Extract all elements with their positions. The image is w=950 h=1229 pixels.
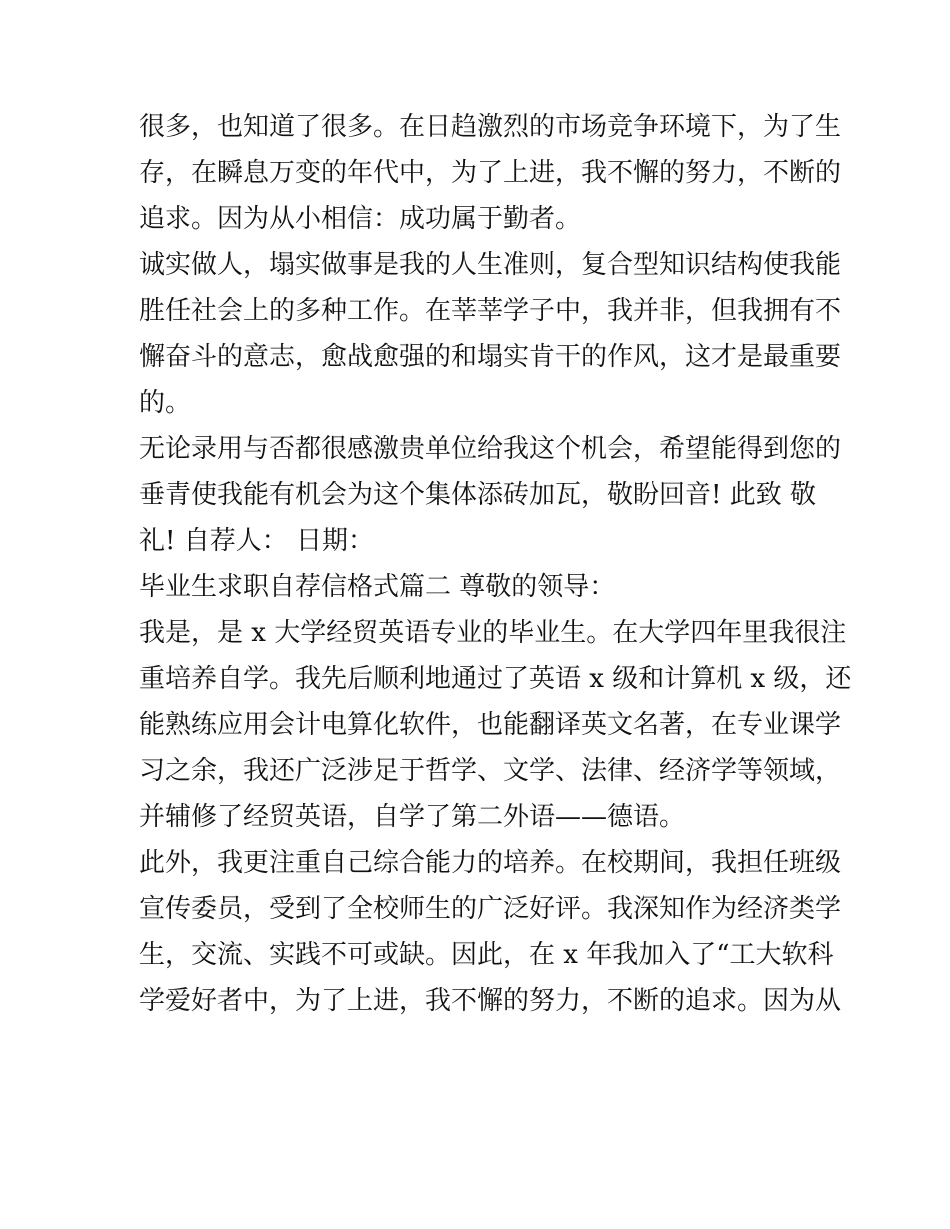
text-line: 重培养自学。我先后顺利地通过了英语 x 级和计算机 x 级，还	[139, 664, 852, 694]
text-line: 生，交流、实践不可或缺。因此，在 x 年我加入了“工大软科	[139, 940, 834, 970]
text-line: 诚实做人，塌实做事是我的人生准则，复合型知识结构使我能	[139, 250, 842, 280]
text-line: 的。	[139, 388, 192, 418]
text-line: 学爱好者中，为了上进，我不懈的努力，不断的追求。因为从	[139, 986, 842, 1016]
text-line: 垂青使我能有机会为这个集体添砖加瓦，敬盼回音! 此致 敬	[139, 480, 816, 510]
text-line: 习之余，我还广泛涉足于哲学、文学、法律、经济学等领域，	[139, 756, 842, 786]
text-line: 无论录用与否都很感激贵单位给我这个机会，希望能得到您的	[139, 434, 842, 464]
text-line: 此外，我更注重自己综合能力的培养。在校期间，我担任班级	[139, 848, 842, 878]
text-line: 追求。因为从小相信：成功属于勤者。	[139, 204, 582, 234]
text-line: 懈奋斗的意志，愈战愈强的和塌实肯干的作风，这才是最重要	[139, 342, 842, 372]
text-line: 胜任社会上的多种工作。在莘莘学子中，我并非，但我拥有不	[139, 296, 842, 326]
letter-body	[139, 104, 852, 1024]
text-line: 能熟练应用会计电算化软件，也能翻译英文名著，在专业课学	[139, 710, 842, 740]
text-line: 存，在瞬息万变的年代中，为了上进，我不懈的努力，不断的	[139, 158, 842, 188]
text-line: 并辅修了经贸英语，自学了第二外语——德语。	[139, 802, 686, 832]
text-line: 很多，也知道了很多。在日趋激烈的市场竞争环境下，为了生	[139, 112, 842, 142]
text-line: 我是，是 x 大学经贸英语专业的毕业生。在大学四年里我很注	[139, 618, 847, 648]
text-line: 礼! 自荐人： 日期：	[139, 526, 374, 556]
section-heading: 毕业生求职自荐信格式篇二 尊敬的领导：	[139, 572, 616, 602]
text-line: 宣传委员，受到了全校师生的广泛好评。我深知作为经济类学	[139, 894, 842, 924]
